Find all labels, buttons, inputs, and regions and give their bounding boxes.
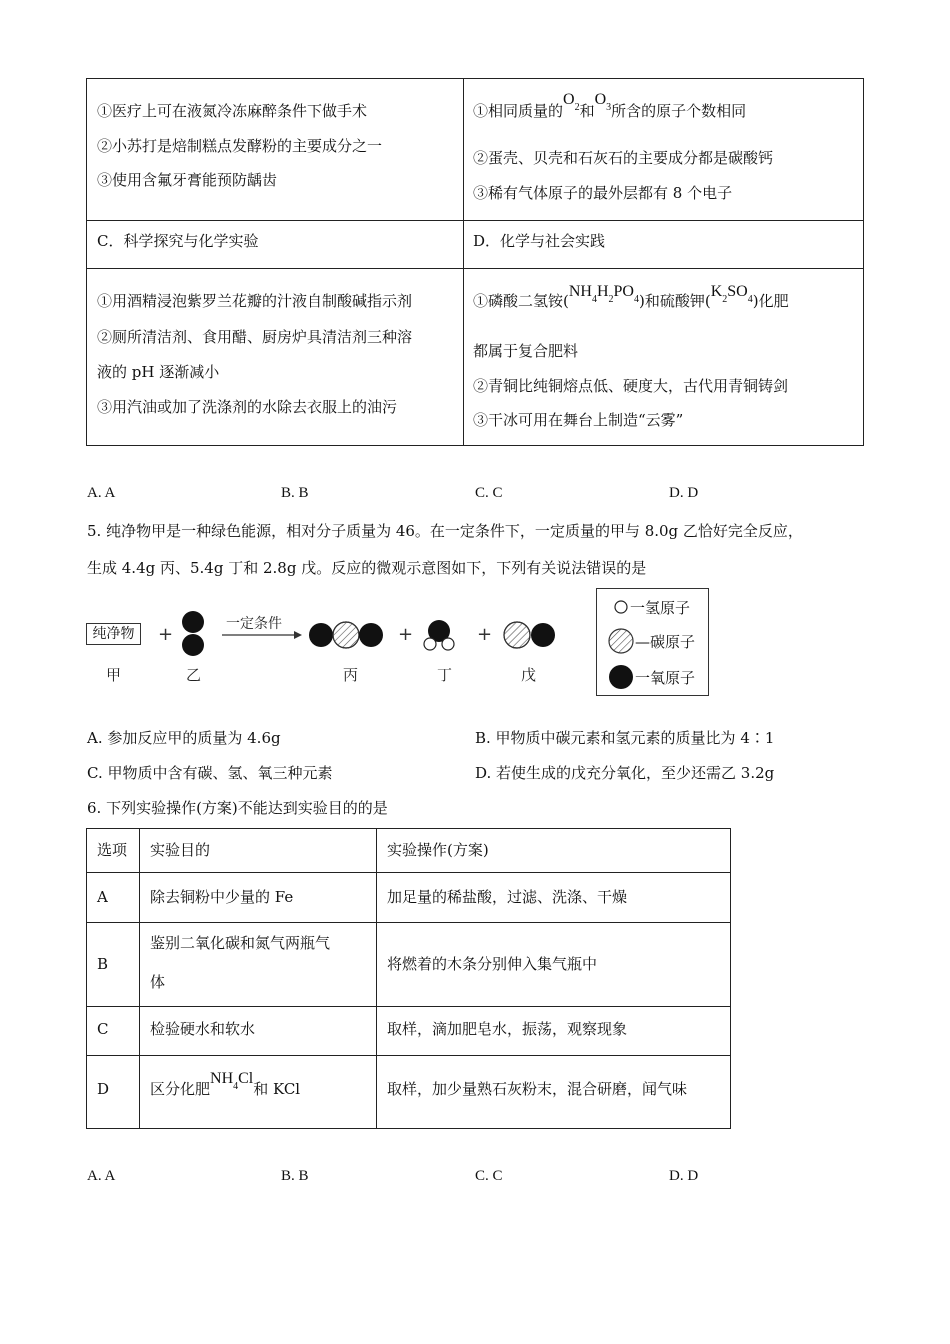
formula-o3: $O_3$ bbox=[594, 91, 612, 113]
label-jia: 甲 bbox=[106, 666, 122, 684]
oxygen-atom-icon bbox=[609, 665, 633, 689]
cell-b1-line3: ③稀有气体原子的最外层都有 8 个电子 bbox=[473, 184, 733, 202]
oxygen-atom bbox=[531, 623, 555, 647]
q4-option-b[interactable]: B. B bbox=[281, 485, 309, 501]
text-segment: 区分化肥 bbox=[150, 1080, 211, 1098]
atom-legend bbox=[596, 588, 709, 696]
q4-option-d[interactable]: D. D bbox=[669, 485, 699, 501]
oxygen-atom bbox=[359, 623, 383, 647]
table-divider bbox=[87, 268, 863, 269]
formula-k2so4: $K_2SO_4$ bbox=[710, 283, 753, 305]
text-segment: 所含的原子个数相同 bbox=[611, 102, 747, 120]
label-ding: 丁 bbox=[437, 666, 453, 684]
row-c-goal: 检验硬水和软水 bbox=[150, 1020, 256, 1038]
cell-b1-line1 bbox=[473, 91, 747, 124]
header-d: D．化学与社会实践 bbox=[473, 232, 606, 250]
plus-sign: + bbox=[477, 624, 493, 645]
row-b-op: 将燃着的木条分别伸入集气瓶中 bbox=[387, 955, 598, 973]
row-b-goal-line1: 鉴别二氧化碳和氮气两瓶气 bbox=[150, 934, 331, 952]
cell-b2-line4: ③干冰可用在舞台上制造“云雾” bbox=[473, 411, 684, 429]
table-divider bbox=[87, 1006, 730, 1007]
label-bing: 丙 bbox=[343, 666, 359, 684]
plus-sign: + bbox=[158, 624, 174, 645]
cell-b2-line2: 都属于复合肥料 bbox=[473, 342, 579, 360]
header-operation: 实验操作(方案) bbox=[387, 841, 489, 859]
table-divider bbox=[463, 79, 464, 445]
cell-a1-line1: ①医疗上可在液氮冷冻麻醉条件下做手术 bbox=[97, 102, 368, 120]
table-divider bbox=[87, 1055, 730, 1056]
q6-option-d[interactable]: D. D bbox=[669, 1168, 699, 1184]
q4-option-a[interactable]: A. A bbox=[87, 485, 116, 501]
q6-table bbox=[86, 828, 731, 1129]
header-option: 选项 bbox=[97, 841, 128, 859]
row-b-key: B bbox=[97, 955, 109, 973]
formula-o2: $O_2$ bbox=[563, 91, 580, 113]
oxygen-atom bbox=[309, 623, 333, 647]
q5-option-d[interactable]: D. 若使生成的戊充分氧化，至少还需乙 3.2g bbox=[475, 764, 775, 782]
q6-option-a[interactable]: A. A bbox=[87, 1168, 116, 1184]
table-divider bbox=[87, 872, 730, 873]
cell-a1-line3: ③使用含氟牙膏能预防龋齿 bbox=[97, 171, 278, 189]
oxygen-atom bbox=[182, 634, 204, 656]
cell-a1-line2: ②小苏打是焙制糕点发酵粉的主要成分之一 bbox=[97, 137, 383, 155]
q4-table bbox=[86, 78, 864, 446]
row-c-key: C bbox=[97, 1020, 109, 1038]
pure-substance-box: 纯净物 bbox=[86, 623, 141, 645]
header-goal: 实验目的 bbox=[150, 841, 211, 859]
q6-option-c[interactable]: C. C bbox=[475, 1168, 503, 1184]
text-segment: )化肥 bbox=[752, 292, 789, 310]
row-a-op: 加足量的稀盐酸，过滤、洗涤、干燥 bbox=[387, 888, 628, 906]
hydrogen-atom-icon bbox=[615, 601, 627, 613]
text-segment: 和 bbox=[579, 102, 595, 120]
oxygen-atom bbox=[182, 611, 204, 633]
q6-stem: 6. 下列实验操作(方案)不能达到实验目的的是 bbox=[87, 799, 388, 817]
formula-nh4h2po4: $NH_4H_2PO_4$ bbox=[568, 283, 639, 305]
q5-option-c[interactable]: C. 甲物质中含有碳、氢、氧三种元素 bbox=[87, 764, 333, 782]
text-segment: )和硫酸钾( bbox=[638, 292, 711, 310]
cell-a2-line4: ③用汽油或加了洗涤剂的水除去衣服上的油污 bbox=[97, 398, 398, 416]
cell-a2-line2: ②厕所清洁剂、食用醋、厨房炉具清洁剂三种溶 bbox=[97, 328, 413, 346]
q5-option-b[interactable]: B. 甲物质中碳元素和氢元素的质量比为 4∶1 bbox=[475, 729, 775, 747]
q5-stem-line2: 生成 4.4g 丙、5.4g 丁和 2.8g 戊。反应的微观示意图如下，下列有关说法错误的是 bbox=[87, 559, 647, 577]
row-d-op: 取样，加少量熟石灰粉末，混合研磨，闻气味 bbox=[387, 1080, 688, 1098]
cell-b2-line1 bbox=[473, 283, 789, 314]
row-b-goal-line2: 体 bbox=[150, 973, 166, 991]
table-divider bbox=[87, 922, 730, 923]
reaction-condition: 一定条件 bbox=[226, 616, 282, 632]
table-divider bbox=[139, 829, 140, 1128]
hydrogen-atom bbox=[442, 638, 454, 650]
row-d-goal bbox=[150, 1070, 301, 1102]
text-segment: 和 KCl bbox=[253, 1080, 301, 1098]
cell-a2-line1: ①用酒精浸泡紫罗兰花瓣的汁液自制酸碱指示剂 bbox=[97, 292, 413, 310]
table-divider bbox=[87, 220, 863, 221]
plus-sign: + bbox=[398, 624, 414, 645]
legend-carbon: —碳原子 bbox=[635, 633, 696, 651]
q5-option-a[interactable]: A. 参加反应甲的质量为 4.6g bbox=[87, 729, 281, 747]
arrow-head bbox=[294, 631, 302, 639]
label-wu: 戊 bbox=[521, 666, 537, 684]
q5-stem-line1: 5. 纯净物甲是一种绿色能源，相对分子质量为 46。在一定条件下，一定质量的甲与 8.0g 乙恰好完全反应， bbox=[87, 522, 803, 540]
row-c-op: 取样，滴加肥皂水，振荡，观察现象 bbox=[387, 1020, 628, 1038]
q6-option-b[interactable]: B. B bbox=[281, 1168, 309, 1184]
text-segment: ①相同质量的 bbox=[473, 102, 564, 120]
hydrogen-atom bbox=[424, 638, 436, 650]
table-divider bbox=[376, 829, 377, 1128]
q4-option-c[interactable]: C. C bbox=[475, 485, 503, 501]
cell-b1-line2: ②蛋壳、贝壳和石灰石的主要成分都是碳酸钙 bbox=[473, 149, 774, 167]
row-d-key: D bbox=[97, 1080, 110, 1098]
legend-oxygen: 一氧原子 bbox=[635, 669, 696, 687]
cell-b2-line3: ②青铜比纯铜熔点低、硬度大，古代用青铜铸剑 bbox=[473, 377, 789, 395]
header-c: C．科学探究与化学实验 bbox=[97, 232, 259, 250]
carbon-atom-icon bbox=[609, 629, 633, 653]
formula-nh4cl: $NH_4Cl$ bbox=[210, 1070, 254, 1092]
row-a-key: A bbox=[97, 888, 108, 906]
label-yi: 乙 bbox=[186, 666, 202, 684]
legend-hydrogen: 一氢原子 bbox=[630, 599, 691, 617]
cell-a2-line3: 液的 pH 逐渐减小 bbox=[97, 363, 220, 381]
text-segment: ①磷酸二氢铵( bbox=[473, 292, 569, 310]
row-a-goal: 除去铜粉中少量的 Fe bbox=[150, 888, 294, 906]
